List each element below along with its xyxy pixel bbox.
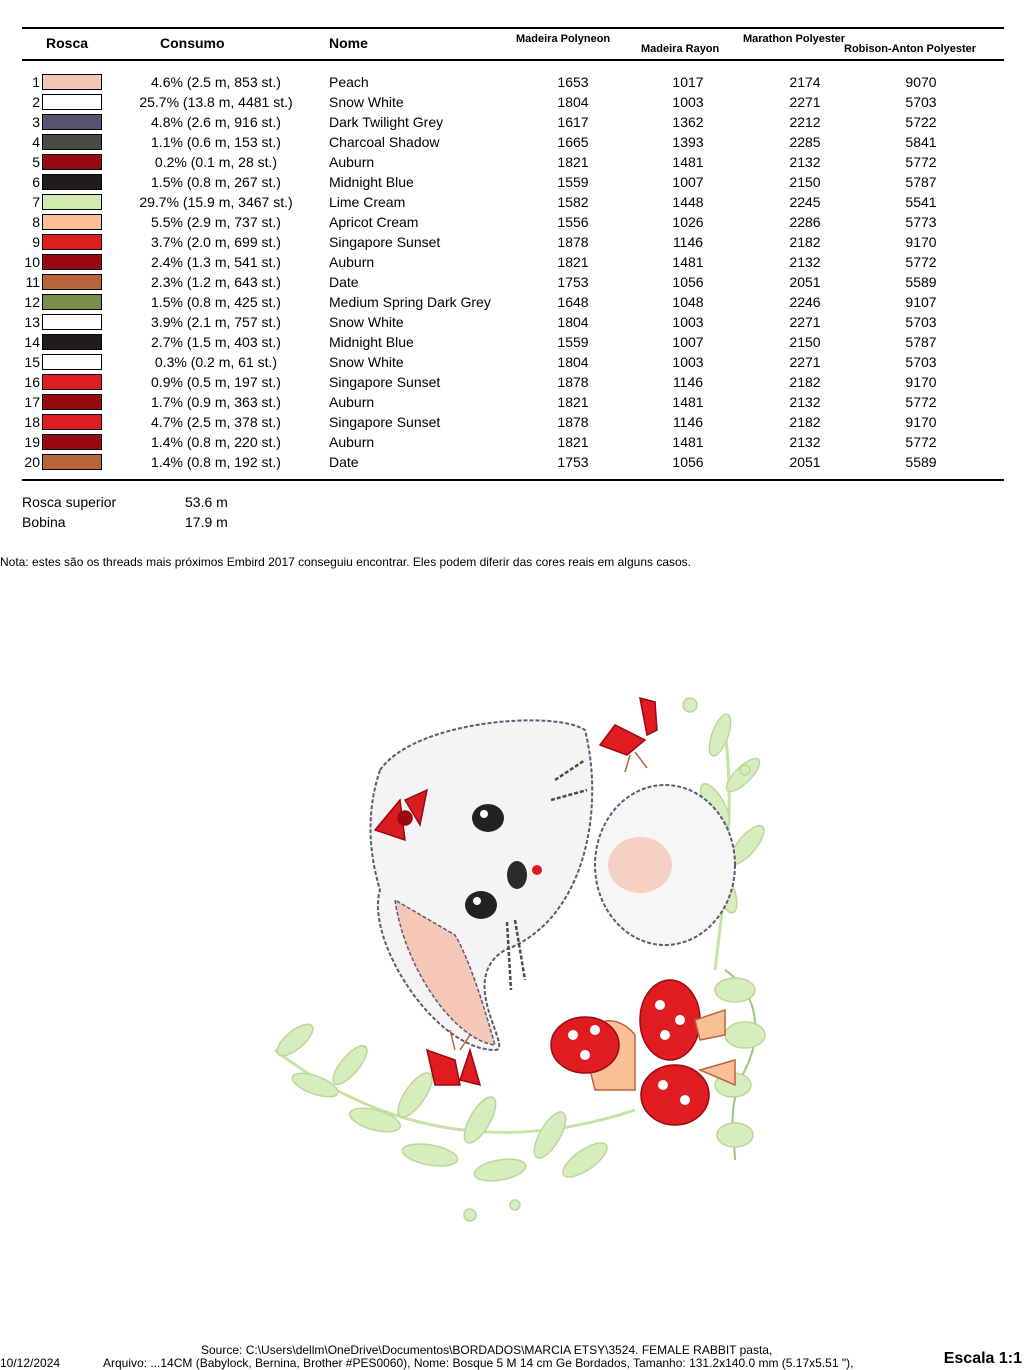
robison-cell: 5787	[905, 334, 937, 350]
table-header-rule	[22, 59, 1004, 61]
robison-cell: 5703	[905, 314, 937, 330]
marathon-cell: 2271	[789, 354, 821, 370]
row-number: 4	[32, 134, 40, 150]
table-row	[0, 132, 1024, 152]
marathon-cell: 2051	[789, 454, 821, 470]
row-number: 3	[32, 114, 40, 130]
table-row	[0, 232, 1024, 252]
color-swatch	[42, 434, 102, 450]
consumption-cell: 0.2% (0.1 m, 28 st.)	[154, 154, 278, 170]
robison-cell: 5772	[905, 154, 937, 170]
thread-name-cell: Snow White	[329, 94, 404, 110]
table-bottom-rule	[22, 479, 1004, 481]
madeira-rayon-cell: 1362	[672, 114, 704, 130]
madeira-rayon-cell: 1003	[672, 354, 704, 370]
marathon-cell: 2285	[789, 134, 821, 150]
thread-name-cell: Auburn	[329, 394, 375, 410]
print-date: 10/12/2024	[0, 1356, 61, 1370]
color-swatch	[42, 334, 102, 350]
madeira-polyneon-cell: 1821	[557, 434, 589, 450]
table-row	[0, 292, 1024, 312]
row-number: 16	[24, 374, 40, 390]
table-row	[0, 72, 1024, 92]
color-swatch	[42, 254, 102, 270]
table-row	[0, 192, 1024, 212]
row-number: 20	[24, 454, 40, 470]
robison-cell: 9170	[905, 414, 937, 430]
madeira-rayon-cell: 1026	[672, 214, 704, 230]
row-number: 19	[24, 434, 40, 450]
robison-cell: 5541	[905, 194, 937, 210]
thread-name-cell: Auburn	[329, 434, 375, 450]
thread-name-cell: Midnight Blue	[329, 334, 414, 350]
marathon-cell: 2182	[789, 374, 821, 390]
consumption-cell: 2.4% (1.3 m, 541 st.)	[151, 254, 281, 270]
madeira-polyneon-cell: 1821	[557, 394, 589, 410]
col-header-madeira-polyneon: Madeira Polyneon	[516, 33, 611, 45]
marathon-cell: 2182	[789, 414, 821, 430]
madeira-polyneon-cell: 1559	[557, 334, 589, 350]
thread-name-cell: Dark Twilight Grey	[329, 114, 444, 130]
row-number: 12	[24, 294, 40, 310]
robison-cell: 9070	[905, 74, 937, 90]
table-row	[0, 452, 1024, 472]
thread-name-cell: Snow White	[329, 314, 404, 330]
color-swatch	[42, 174, 102, 190]
madeira-polyneon-cell: 1821	[557, 154, 589, 170]
robison-cell: 5772	[905, 394, 937, 410]
thread-name-cell: Midnight Blue	[329, 174, 414, 190]
robison-cell: 5773	[905, 214, 937, 230]
consumption-cell: 4.8% (2.6 m, 916 st.)	[151, 114, 281, 130]
table-row	[0, 112, 1024, 132]
madeira-polyneon-cell: 1582	[557, 194, 589, 210]
thread-name-cell: Auburn	[329, 254, 375, 270]
color-swatch	[42, 194, 102, 210]
madeira-rayon-cell: 1393	[672, 134, 704, 150]
marathon-cell: 2132	[789, 254, 821, 270]
thread-name-cell: Peach	[329, 74, 369, 90]
table-top-rule	[22, 27, 1004, 29]
file-info: Arquivo: ...14CM (Babylock, Bernina, Brother #PES0060), Nome: Bosque 5 M 14 cm Ge Bordados, Tamanho: 131.2x140.0 mm (5.17x5.51 "),	[103, 1356, 854, 1370]
marathon-cell: 2051	[789, 274, 821, 290]
madeira-rayon-cell: 1481	[672, 434, 704, 450]
color-swatch	[42, 234, 102, 250]
marathon-cell: 2132	[789, 434, 821, 450]
consumption-cell: 4.7% (2.5 m, 378 st.)	[151, 414, 281, 430]
madeira-rayon-cell: 1146	[672, 234, 704, 250]
table-row	[0, 152, 1024, 172]
madeira-rayon-cell: 1481	[672, 394, 704, 410]
madeira-rayon-cell: 1003	[672, 314, 704, 330]
robison-cell: 9170	[905, 374, 937, 390]
marathon-cell: 2246	[789, 294, 821, 310]
marathon-cell: 2212	[789, 114, 821, 130]
color-swatch	[42, 114, 102, 130]
robison-cell: 5589	[905, 274, 937, 290]
robison-cell: 5841	[905, 134, 937, 150]
table-row	[0, 212, 1024, 232]
consumption-cell: 4.6% (2.5 m, 853 st.)	[151, 74, 281, 90]
consumption-cell: 29.7% (15.9 m, 3467 st.)	[139, 194, 293, 210]
madeira-polyneon-cell: 1653	[557, 74, 589, 90]
consumption-cell: 1.5% (0.8 m, 267 st.)	[151, 174, 281, 190]
madeira-rayon-cell: 1056	[672, 454, 704, 470]
color-swatch	[42, 294, 102, 310]
marathon-cell: 2132	[789, 154, 821, 170]
consumption-cell: 2.7% (1.5 m, 403 st.)	[151, 334, 281, 350]
row-number: 18	[24, 414, 40, 430]
consumption-cell: 5.5% (2.9 m, 737 st.)	[151, 214, 281, 230]
marathon-cell: 2245	[789, 194, 821, 210]
color-swatch	[42, 274, 102, 290]
table-row	[0, 432, 1024, 452]
marathon-cell: 2174	[789, 74, 821, 90]
madeira-rayon-cell: 1056	[672, 274, 704, 290]
thread-name-cell: Date	[329, 454, 359, 470]
mushrooms	[551, 980, 735, 1125]
madeira-rayon-cell: 1048	[672, 294, 704, 310]
thread-name-cell: Singapore Sunset	[329, 374, 441, 390]
table-row	[0, 272, 1024, 292]
consumption-cell: 3.9% (2.1 m, 757 st.)	[151, 314, 281, 330]
table-row	[0, 392, 1024, 412]
col-header-madeira-rayon: Madeira Rayon	[641, 43, 720, 55]
madeira-polyneon-cell: 1753	[557, 274, 589, 290]
consumption-cell: 1.5% (0.8 m, 425 st.)	[151, 294, 281, 310]
table-row	[0, 252, 1024, 272]
robison-cell: 5703	[905, 94, 937, 110]
marathon-cell: 2286	[789, 214, 821, 230]
robison-cell: 9170	[905, 234, 937, 250]
madeira-polyneon-cell: 1556	[557, 214, 589, 230]
consumption-cell: 1.4% (0.8 m, 192 st.)	[151, 454, 281, 470]
col-header-nome: Nome	[329, 35, 368, 51]
thread-name-cell: Snow White	[329, 354, 404, 370]
col-header-rosca: Rosca	[46, 35, 89, 51]
consumption-cell: 0.3% (0.2 m, 61 st.)	[154, 354, 278, 370]
madeira-polyneon-cell: 1665	[557, 134, 589, 150]
consumption-cell: 2.3% (1.2 m, 643 st.)	[151, 274, 281, 290]
madeira-polyneon-cell: 1804	[557, 314, 589, 330]
robison-cell: 9107	[905, 294, 937, 310]
madeira-polyneon-cell: 1878	[557, 234, 589, 250]
color-swatch	[42, 134, 102, 150]
color-swatch	[42, 374, 102, 390]
row-number: 10	[24, 254, 40, 270]
row-number: 17	[24, 394, 40, 410]
madeira-polyneon-cell: 1617	[557, 114, 589, 130]
marathon-cell: 2271	[789, 94, 821, 110]
color-swatch	[42, 454, 102, 470]
madeira-polyneon-cell: 1804	[557, 354, 589, 370]
madeira-rayon-cell: 1003	[672, 94, 704, 110]
col-header-consumo: Consumo	[160, 35, 225, 51]
thread-name-cell: Lime Cream	[329, 194, 406, 210]
madeira-rayon-cell: 1481	[672, 154, 704, 170]
bobina-label: Bobina	[22, 514, 66, 530]
row-number: 7	[32, 194, 40, 210]
scale-label: Escala 1:1	[943, 1350, 1022, 1367]
madeira-rayon-cell: 1146	[672, 414, 704, 430]
row-number: 11	[25, 274, 40, 290]
madeira-rayon-cell: 1146	[672, 374, 704, 390]
consumption-cell: 3.7% (2.0 m, 699 st.)	[151, 234, 281, 250]
robison-cell: 5772	[905, 434, 937, 450]
table-row	[0, 372, 1024, 392]
madeira-rayon-cell: 1017	[672, 74, 704, 90]
robison-cell: 5703	[905, 354, 937, 370]
robison-cell: 5722	[905, 114, 937, 130]
marathon-cell: 2132	[789, 394, 821, 410]
table-row	[0, 352, 1024, 372]
color-swatch	[42, 74, 102, 90]
col-header-robison: Robison-Anton Polyester	[844, 43, 977, 55]
thread-name-cell: Charcoal Shadow	[329, 134, 440, 150]
color-swatch	[42, 314, 102, 330]
row-number: 5	[32, 154, 40, 170]
madeira-rayon-cell: 1481	[672, 254, 704, 270]
madeira-rayon-cell: 1007	[672, 334, 704, 350]
thread-name-cell: Singapore Sunset	[329, 414, 441, 430]
row-number: 1	[32, 74, 40, 90]
color-swatch	[42, 94, 102, 110]
consumption-cell: 1.1% (0.6 m, 153 st.)	[151, 134, 281, 150]
madeira-polyneon-cell: 1804	[557, 94, 589, 110]
thread-name-cell: Medium Spring Dark Grey	[329, 294, 491, 310]
consumption-cell: 0.9% (0.5 m, 197 st.)	[151, 374, 281, 390]
row-number: 14	[24, 334, 40, 350]
consumption-cell: 1.4% (0.8 m, 220 st.)	[151, 434, 281, 450]
madeira-polyneon-cell: 1559	[557, 174, 589, 190]
madeira-rayon-cell: 1448	[672, 194, 704, 210]
marathon-cell: 2271	[789, 314, 821, 330]
thread-name-cell: Auburn	[329, 154, 375, 170]
embroidery-preview-image	[255, 690, 775, 1230]
thread-name-cell: Singapore Sunset	[329, 234, 441, 250]
table-row	[0, 172, 1024, 192]
madeira-polyneon-cell: 1648	[557, 294, 589, 310]
rosca-superior-label: Rosca superior	[22, 494, 117, 510]
col-header-marathon: Marathon Polyester	[743, 33, 846, 45]
color-swatch	[42, 214, 102, 230]
table-row	[0, 92, 1024, 112]
robison-cell: 5589	[905, 454, 937, 470]
row-number: 8	[32, 214, 40, 230]
madeira-polyneon-cell: 1753	[557, 454, 589, 470]
source-path: Source: C:\Users\dellm\OneDrive\Documentos\BORDADOS\MARCIA ETSY\3524. FEMALE RABBIT pasta,	[201, 1343, 773, 1357]
madeira-rayon-cell: 1007	[672, 174, 704, 190]
butterfly-top	[600, 698, 657, 772]
row-number: 9	[32, 234, 40, 250]
marathon-cell: 2150	[789, 174, 821, 190]
madeira-polyneon-cell: 1878	[557, 374, 589, 390]
marathon-cell: 2150	[789, 334, 821, 350]
madeira-polyneon-cell: 1878	[557, 414, 589, 430]
color-swatch	[42, 354, 102, 370]
color-swatch	[42, 154, 102, 170]
marathon-cell: 2182	[789, 234, 821, 250]
thread-note: Nota: estes são os threads mais próximos Embird 2017 conseguiu encontrar. Eles podem diferir das cores reais em alguns casos.	[0, 555, 692, 569]
thread-name-cell: Apricot Cream	[329, 214, 419, 230]
row-number: 13	[24, 314, 40, 330]
color-swatch	[42, 414, 102, 430]
table-row	[0, 312, 1024, 332]
bobina-value: 17.9 m	[185, 514, 228, 530]
rosca-superior-value: 53.6 m	[185, 494, 228, 510]
robison-cell: 5787	[905, 174, 937, 190]
row-number: 15	[24, 354, 40, 370]
color-swatch	[42, 394, 102, 410]
consumption-cell: 25.7% (13.8 m, 4481 st.)	[139, 94, 293, 110]
table-row	[0, 412, 1024, 432]
thread-name-cell: Date	[329, 274, 359, 290]
row-number: 2	[32, 94, 40, 110]
row-number: 6	[32, 174, 40, 190]
robison-cell: 5772	[905, 254, 937, 270]
madeira-polyneon-cell: 1821	[557, 254, 589, 270]
table-row	[0, 332, 1024, 352]
consumption-cell: 1.7% (0.9 m, 363 st.)	[151, 394, 281, 410]
